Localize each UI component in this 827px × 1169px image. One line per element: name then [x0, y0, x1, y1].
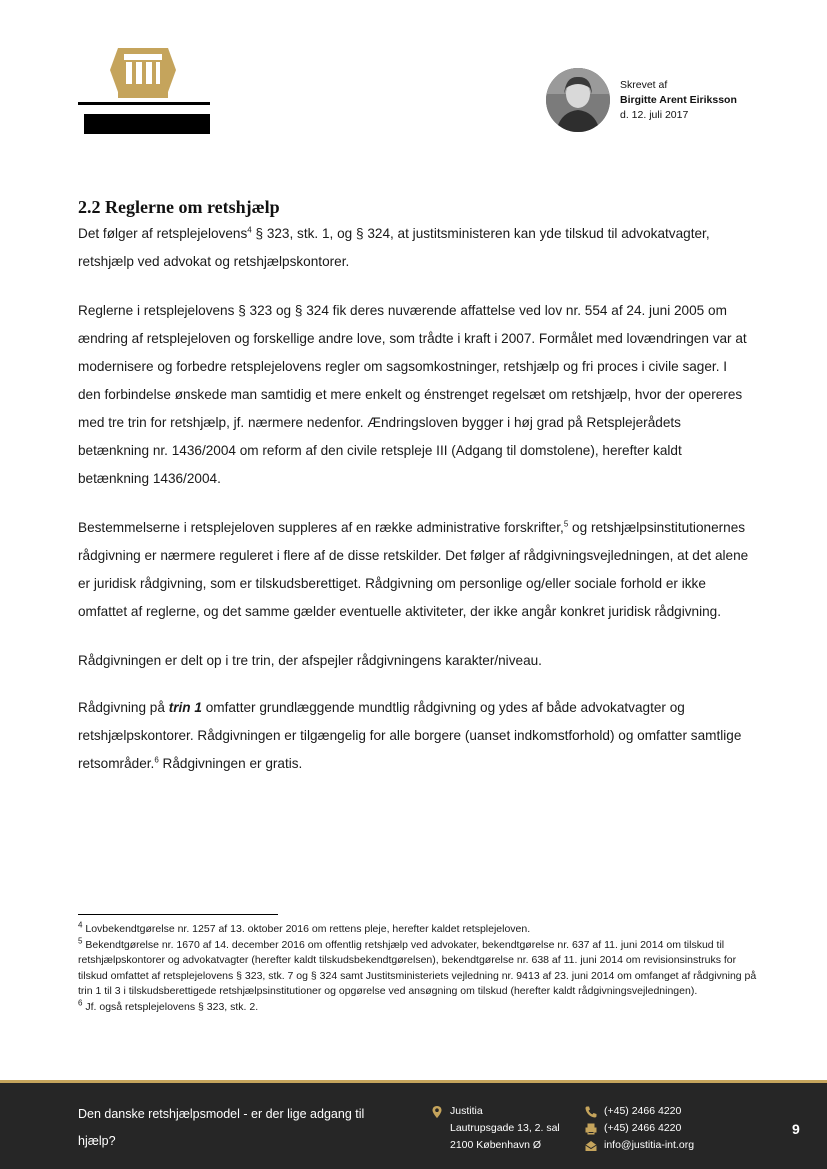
footnote-number: 5 — [78, 936, 83, 945]
footer-fax: (+45) 2466 4220 — [604, 1122, 682, 1134]
author-avatar — [546, 68, 610, 132]
paragraph-5-text-c: Rådgivningen er gratis. — [158, 756, 303, 771]
footnote-text: Bekendtgørelse nr. 1670 af 14. december 2016 om offentlig retshjælp ved advokater, bekendtgørelse nr. 637 af 11. juni 2014 om tilskud til retshjælpskontorer og advokatvagter (herefter kaldt tilskudsbekendtgørelsen), bekendtgørelse nr. 638 af 11. juni 2014 om revisionsinstruks for tilskud omfattet af retsplejelovens § 323, stk. 7 og § 324 samt Justitsministeriets vejledning nr. 9413 af 23. juni 2014 om omfanget af rådgivning på trin 1 til 3 i tilskudsberettigede retshjælpsinstitutioner og opgørelse ved ansøgning om tilskud (herefter kaldt rådgivningsvejledningen). — [78, 938, 757, 997]
paragraph-2: Reglerne i retsplejelovens § 323 og § 324 fik deres nuværende affattelse ved lov nr. 554 af 24. juni 2005 om ændring af retsplejeloven og forskellige andre love, som trådte i kraft i 2007. Formålet med lovændringen var at modernisere og forbedre retsplejelovens regler om sagsomkostninger, retshjælp og fri proces i civile sager. I den forbindelse ønskede man samtidig et mere enkelt og énstrenget regelsæt om retshjælp, hvor der opereres med tre trin for retshjælp, jf. nærmere nedenfor. Ændringsloven bygger i høj grad på Retsplejerådets betænkning nr. 1436/2004 om reform af den civile retspleje III (Adgang til domstolene), herefter kaldt betænkning 1436/2004. — [78, 303, 747, 486]
paragraph-3 — [78, 514, 750, 626]
footnote-ref-4[interactable]: 4 — [247, 225, 252, 235]
author-block — [546, 68, 737, 132]
footnote-4 — [78, 922, 768, 938]
footnote-ref-6[interactable]: 6 — [154, 755, 159, 765]
paragraph-5-text-a: Rådgivning på — [78, 700, 169, 715]
footer-street: Lautrupsgade 13, 2. sal — [450, 1122, 560, 1134]
main-content — [78, 197, 750, 799]
footnote-5 — [78, 938, 768, 1000]
page-number: 9 — [792, 1121, 800, 1137]
footer-phone[interactable]: (+45) 2466 4220 — [604, 1105, 682, 1117]
paragraph-5-text-b: omfatter grundlæggende mundtlig rådgivning og ydes af både advokatvagter og retshjælpskontorer. Rådgivningen er tilgængelig for alle borgere (uanset indkomstforhold) og omfatter samtlige retsområder. — [78, 700, 742, 771]
fax-icon — [584, 1122, 598, 1136]
paragraph-4: Rådgivningen er delt op i tre trin, der afspejler rådgivningens karakter/niveau. — [78, 653, 542, 668]
footer-org: Justitia — [450, 1105, 483, 1117]
email-icon — [584, 1139, 598, 1153]
footer-email[interactable]: info@justitia-int.org — [604, 1139, 695, 1151]
page-footer — [0, 1080, 827, 1169]
paragraph-1-text-a: Det følger af retsplejelovens — [78, 226, 248, 241]
footnote-text: Lovbekendtgørelse nr. 1257 af 13. oktober 2016 om rettens pleje, herefter kaldet retsplejeloven. — [82, 923, 531, 935]
footnote-ref-5[interactable]: 5 — [563, 519, 569, 529]
paragraph-3-text-b: og retshjælpsinstitutionernes rådgivning er nærmere reguleret i flere af de disse retskilder. Det følger af rådgivningsvejledningen, at det alene er juridisk rådgivning, som er tilskudsberettiget. Rådgivning om personlige og/eller sociale forhold er ikke omfattet af reglerne, og det samme gælder eventuelle aktiviteter, der ikke angår konkret juridisk rådgivning. — [78, 520, 749, 619]
author-name: Birgitte Arent Eiriksson — [620, 93, 737, 106]
location-pin-icon — [430, 1105, 444, 1119]
footnote-6 — [78, 1000, 768, 1016]
written-by-label: Skrevet af — [620, 78, 668, 91]
footer-contact — [584, 1103, 694, 1154]
paragraph-5 — [78, 694, 750, 778]
author-date: d. 12. juli 2017 — [620, 108, 689, 121]
footnote-text: Jf. også retsplejelovens § 323, stk. 2. — [82, 1000, 259, 1013]
paragraph-1 — [78, 220, 750, 276]
footnote-divider — [78, 914, 278, 915]
footer-title: Den danske retshjælpsmodel - er der lige adgang til hjælp? — [78, 1107, 365, 1148]
footnote-number: 4 — [78, 920, 83, 930]
footer-address — [430, 1103, 560, 1154]
footnote-number: 6 — [78, 998, 83, 1007]
paragraph-3-text-a: Bestemmelserne i retsplejeloven suppleres af en række administrative forskrifter, — [78, 520, 564, 535]
phone-icon — [584, 1105, 598, 1119]
footer-city: 2100 København Ø — [450, 1139, 542, 1151]
footnotes — [78, 922, 768, 1015]
trin-1-emphasis: trin 1 — [168, 700, 202, 715]
paragraph-1-text-b: § 323, stk. 1, og § 324, at justitsministeren kan yde tilskud til advokatvagter, retshjælp ved advokat og retshjælpskontorer. — [78, 226, 710, 269]
section-title: 2.2 Reglerne om retshjælp — [78, 197, 280, 217]
justitia-logo — [78, 44, 218, 136]
